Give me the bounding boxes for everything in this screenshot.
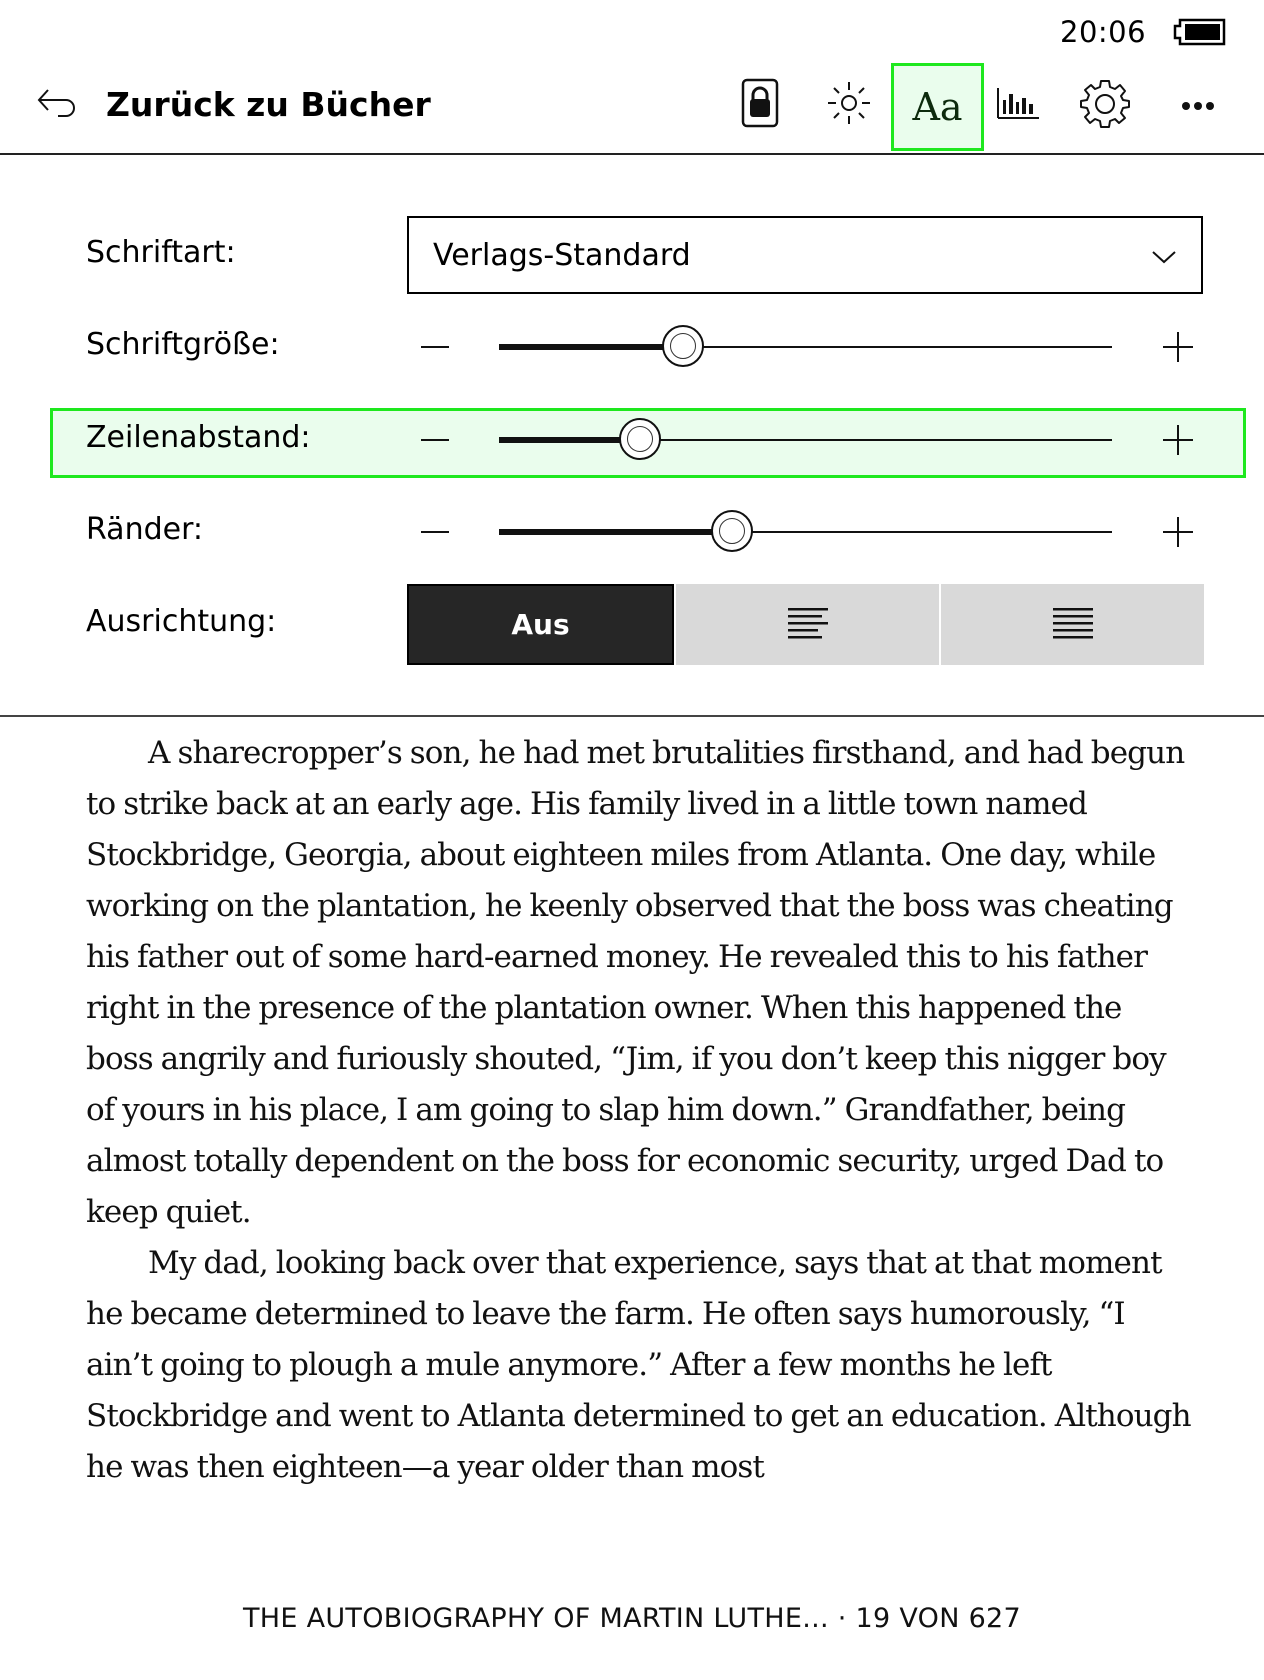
font-size-label: Schriftgröße:	[86, 327, 280, 362]
line-spacing-label: Zeilenabstand:	[86, 420, 311, 455]
footer-separator: ·	[828, 1603, 856, 1634]
back-button[interactable]	[30, 80, 82, 132]
more-options-button[interactable]	[1166, 74, 1230, 136]
font-size-slider	[0, 317, 1264, 377]
settings-panel-divider	[0, 715, 1264, 717]
margins-fill	[499, 529, 732, 535]
settings-button[interactable]	[1073, 74, 1137, 136]
brightness-icon	[825, 79, 873, 131]
alignment-label: Ausrichtung:	[86, 604, 277, 639]
margins-knob[interactable]	[711, 510, 753, 552]
alignment-left-button[interactable]	[674, 584, 939, 665]
header-divider	[0, 153, 1264, 155]
font-dropdown[interactable]	[407, 216, 1203, 294]
font-label: Schriftart:	[86, 235, 236, 270]
back-to-books-link[interactable]: Zurück zu Bücher	[106, 85, 431, 124]
reading-stats-button[interactable]	[986, 74, 1050, 136]
lock-icon	[741, 78, 779, 132]
book-text	[86, 728, 1196, 1493]
lock-screen-button[interactable]	[728, 74, 792, 136]
page-indicator: 19 VON 627	[855, 1603, 1022, 1634]
clock: 20:06	[1060, 15, 1147, 49]
reading-progress-footer[interactable]	[0, 1603, 1264, 1634]
alignment-segmented-control	[407, 584, 1204, 665]
left-align-icon	[788, 606, 828, 644]
gear-icon	[1080, 78, 1130, 132]
line-spacing-knob[interactable]	[619, 418, 661, 460]
reading-stats-icon	[996, 86, 1040, 124]
brightness-button[interactable]	[817, 74, 881, 136]
font-size-fill	[499, 344, 683, 350]
chevron-down-icon	[1151, 238, 1177, 273]
line-spacing-decrease-button[interactable]	[421, 439, 449, 441]
alignment-off-button[interactable]	[407, 584, 674, 665]
margins-label: Ränder:	[86, 512, 203, 547]
battery-full-icon	[1172, 18, 1226, 46]
more-icon	[1181, 96, 1215, 115]
font-size-knob[interactable]	[662, 325, 704, 367]
font-settings-icon: Aa	[912, 85, 963, 129]
font-dropdown-value: Verlags-Standard	[433, 237, 691, 273]
alignment-off-label: Aus	[511, 608, 570, 641]
back-arrow-icon	[36, 87, 76, 125]
font-size-decrease-button[interactable]	[421, 346, 449, 348]
book-title: THE AUTOBIOGRAPHY OF MARTIN LUTHE...	[242, 1603, 829, 1634]
margins-decrease-button[interactable]	[421, 531, 449, 533]
paragraph: A sharecropper’s son, he had met brutalities firsthand, and had begun to strike back at an early age. His family lived in a little town named Stockbridge, Georgia, about eighteen miles from Atlanta. One day, while working on the plantation, he keenly observed that the boss was cheating his father out of some hard-earned money. He revealed this to his father right in the presence of the plantation owner. When this happened the boss angrily and furiously shouted, “Jim, if you don’t keep this nigger boy of yours in his place, I am going to slap him down.” Grandfather, being almost totally dependent on the boss for economic security, urged Dad to keep quiet.	[86, 735, 1185, 1230]
justify-icon	[1053, 606, 1093, 644]
font-settings-button[interactable]	[891, 63, 984, 151]
margins-slider	[0, 502, 1264, 562]
line-spacing-slider	[0, 410, 1264, 470]
alignment-justify-button[interactable]	[939, 584, 1204, 665]
paragraph: My dad, looking back over that experience, says that at that moment he became determined to leave the farm. He often says humorously, “I ain’t going to plough a mule anymore.” After a few months he left Stockbridge and went to Atlanta determined to get an education. Although he was then eighteen—a year older than most	[86, 1245, 1191, 1485]
